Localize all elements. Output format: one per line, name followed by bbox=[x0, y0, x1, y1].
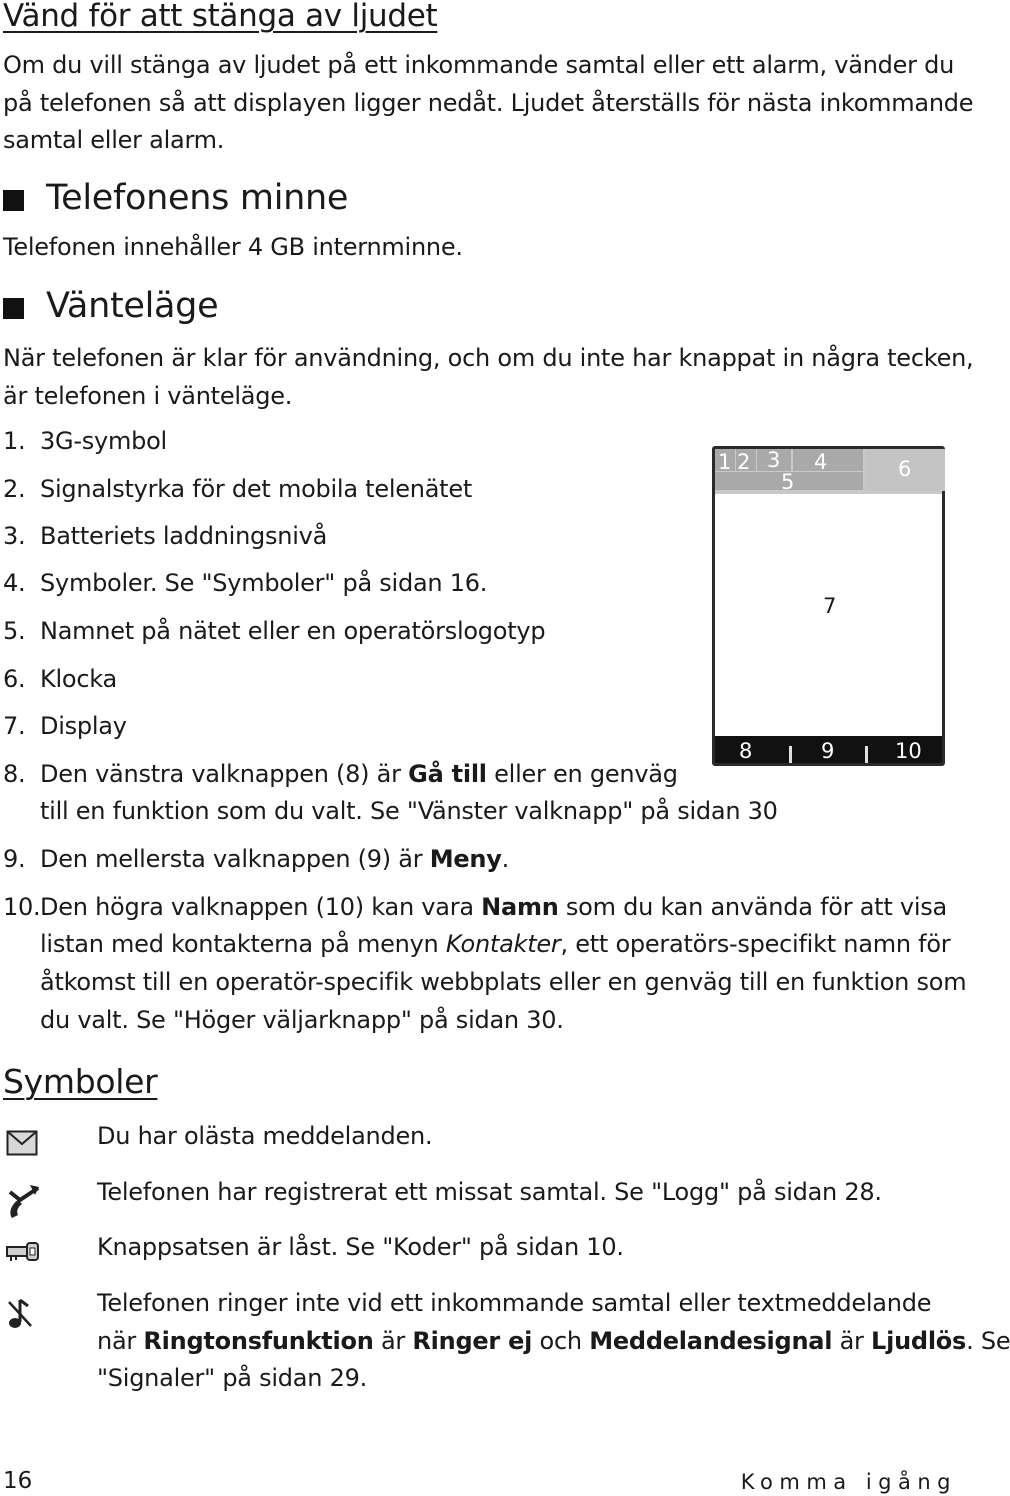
symbol-description: Telefonen har registrerat ett missat samtal. Se "Logg" på sidan 28. bbox=[97, 1178, 882, 1206]
text-part: är bbox=[832, 1327, 872, 1355]
section-paragraph-vand bbox=[3, 47, 973, 160]
menu-term: Namn bbox=[481, 893, 559, 921]
muted-note-icon bbox=[6, 1296, 36, 1336]
list-number: 10. bbox=[3, 893, 41, 921]
text-part: när bbox=[97, 1327, 144, 1355]
list-item bbox=[0, 522, 700, 552]
heading-bullet-square bbox=[3, 190, 24, 211]
paragraph-line: När telefonen är klar för användning, och om du inte har knappat in några tecken, bbox=[3, 344, 974, 372]
diagram-label-6: 6 bbox=[898, 457, 912, 481]
list-item bbox=[0, 475, 700, 505]
list-item-continuation bbox=[0, 930, 960, 960]
list-text: 3G-symbol bbox=[40, 427, 167, 455]
list-text-part: Den mellersta valknappen (9) är bbox=[40, 845, 430, 873]
list-text: Display bbox=[40, 712, 127, 740]
symbol-description: "Signaler" på sidan 29. bbox=[97, 1364, 368, 1392]
list-text-part: som du kan använda för att visa bbox=[558, 893, 947, 921]
diagram-label-8: 8 bbox=[739, 739, 753, 763]
section-title-symboler: Symboler bbox=[3, 1062, 158, 1101]
standby-screen-diagram bbox=[712, 446, 945, 766]
menu-term: Ljudlös bbox=[871, 1327, 967, 1355]
section-text-minne: Telefonen innehåller 4 GB internminne. bbox=[3, 233, 463, 261]
symbol-description: Telefonen ringer inte vid ett inkommande samtal eller textmeddelande bbox=[97, 1289, 932, 1317]
softkey-divider bbox=[865, 746, 868, 763]
paragraph-line: Om du vill stänga av ljudet på ett inkommande samtal eller ett alarm, vänder du bbox=[3, 51, 955, 79]
list-text: till en funktion som du valt. Se "Vänster valknapp" på sidan 30 bbox=[40, 797, 778, 825]
section-title-vand: Vänd för att stänga av ljudet bbox=[3, 0, 438, 34]
diagram-label-1: 1 bbox=[718, 450, 732, 474]
diagram-label-3: 3 bbox=[767, 448, 781, 472]
section-title-minne: Telefonens minne bbox=[46, 178, 349, 218]
list-item bbox=[0, 665, 700, 695]
diagram-label-10: 10 bbox=[895, 739, 922, 763]
list-text: Klocka bbox=[40, 665, 117, 693]
diagram-label-2: 2 bbox=[737, 450, 751, 474]
diagram-label-5: 5 bbox=[781, 470, 795, 494]
paragraph-line: samtal eller alarm. bbox=[3, 126, 225, 154]
list-number: 1. bbox=[3, 427, 26, 455]
diagram-label-4: 4 bbox=[814, 450, 828, 474]
section-title-vantelage: Vänteläge bbox=[46, 286, 219, 326]
diagram-label-7: 7 bbox=[823, 594, 837, 618]
list-item bbox=[0, 617, 700, 647]
list-number: 8. bbox=[3, 760, 26, 788]
list-text bbox=[40, 760, 678, 788]
menu-term-italic: Kontakter bbox=[445, 930, 561, 958]
list-text-part: Den vänstra valknappen (8) är bbox=[40, 760, 409, 788]
page-number: 16 bbox=[3, 1468, 33, 1494]
list-number: 9. bbox=[3, 845, 26, 873]
list-item-continuation bbox=[0, 797, 960, 827]
list-text: du valt. Se "Höger väljarknapp" på sidan 30. bbox=[40, 1006, 564, 1034]
section-paragraph-vantelage bbox=[3, 340, 973, 415]
menu-term: Ringtonsfunktion bbox=[143, 1327, 374, 1355]
list-text: Symboler. Se "Symboler" på sidan 16. bbox=[40, 569, 488, 597]
list-number: 4. bbox=[3, 569, 26, 597]
symbol-description bbox=[97, 1327, 1010, 1355]
status-cell bbox=[793, 449, 863, 471]
list-text-part: eller en genväg bbox=[486, 760, 678, 788]
list-text: åtkomst till en operatör-specifik webbplats eller en genväg till en funktion som bbox=[40, 968, 967, 996]
paragraph-line: är telefonen i vänteläge. bbox=[3, 381, 293, 410]
key-icon bbox=[6, 1240, 40, 1268]
menu-term: Meny bbox=[429, 845, 502, 873]
list-text: Signalstyrka för det mobila telenätet bbox=[40, 475, 473, 503]
menu-term: Gå till bbox=[408, 760, 487, 788]
symbol-description: Knappsatsen är låst. Se "Koder" på sidan 10. bbox=[97, 1233, 624, 1261]
list-item bbox=[0, 427, 700, 457]
list-item bbox=[0, 712, 700, 742]
list-text bbox=[40, 893, 947, 921]
list-text-part: Den högra valknappen (10) kan vara bbox=[40, 893, 482, 921]
text-part: . Se bbox=[966, 1327, 1010, 1355]
paragraph-line: på telefonen så att displayen ligger nedåt. Ljudet återställs för nästa inkommande bbox=[3, 88, 974, 117]
diagram-label-9: 9 bbox=[821, 739, 835, 763]
list-text bbox=[40, 845, 509, 873]
list-item bbox=[0, 893, 960, 923]
list-number: 7. bbox=[3, 712, 26, 740]
list-item-continuation bbox=[0, 1006, 960, 1036]
list-text: Namnet på nätet eller en operatörslogotyp bbox=[40, 617, 546, 645]
chapter-title: Komma igång bbox=[740, 1470, 957, 1494]
heading-bullet-square bbox=[3, 298, 24, 319]
list-number: 2. bbox=[3, 475, 26, 503]
menu-term: Meddelandesignal bbox=[589, 1327, 833, 1355]
envelope-icon bbox=[6, 1130, 38, 1160]
missed-call-icon bbox=[6, 1182, 40, 1226]
list-text-part: listan med kontakterna på menyn bbox=[40, 930, 446, 958]
softkey-divider bbox=[789, 746, 792, 763]
list-text: Batteriets laddningsnivå bbox=[40, 522, 328, 550]
list-item-continuation bbox=[0, 968, 967, 998]
list-text-part: , ett operatörs-specifikt namn för bbox=[560, 930, 951, 958]
symbol-description: Du har olästa meddelanden. bbox=[97, 1122, 433, 1150]
list-number: 5. bbox=[3, 617, 26, 645]
list-text-part: . bbox=[501, 845, 510, 873]
list-text bbox=[40, 930, 950, 958]
text-part: och bbox=[532, 1327, 590, 1355]
menu-term: Ringer ej bbox=[412, 1327, 533, 1355]
list-number: 3. bbox=[3, 522, 26, 550]
list-item bbox=[0, 845, 960, 875]
list-number: 6. bbox=[3, 665, 26, 693]
list-item bbox=[0, 569, 700, 599]
text-part: är bbox=[373, 1327, 413, 1355]
